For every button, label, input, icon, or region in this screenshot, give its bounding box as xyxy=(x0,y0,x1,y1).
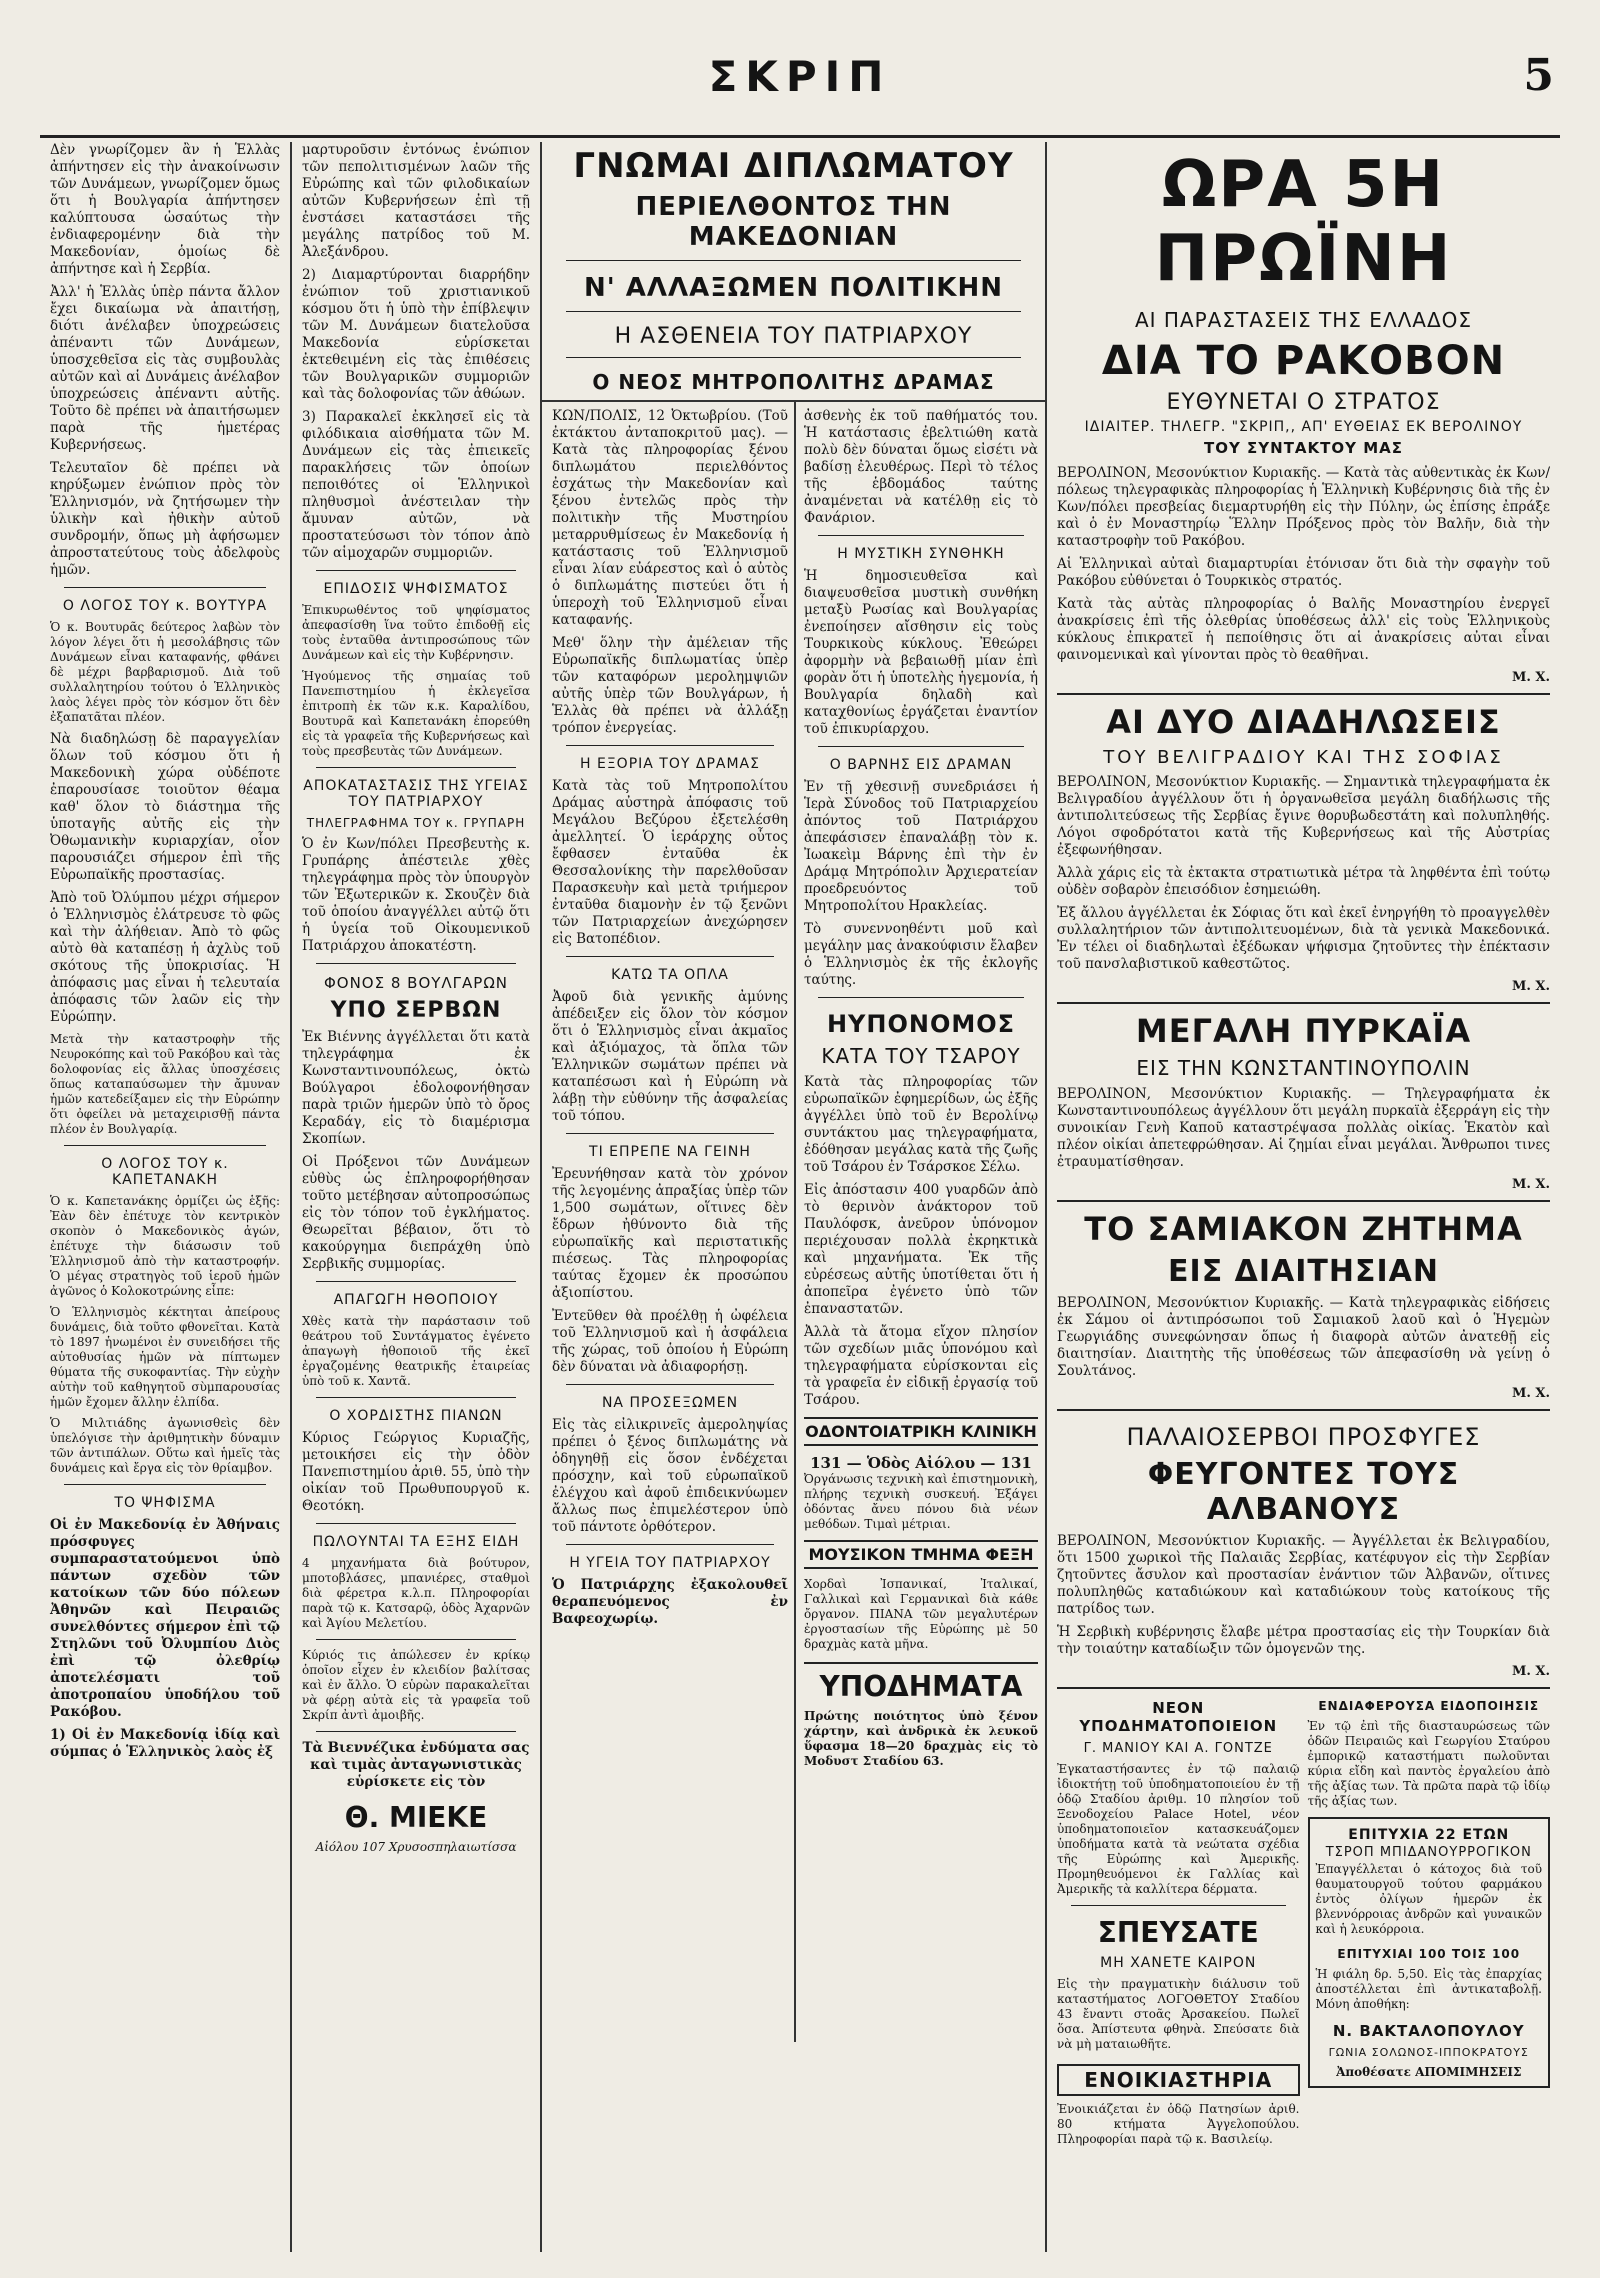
section-heading: ΑΠΑΓΩΓΗ ΗΘΟΠΟΙΟΥ xyxy=(333,1292,499,1308)
column-1 xyxy=(40,142,290,2252)
divider xyxy=(64,587,266,588)
headline-3: Ν' ΑΛΛΑΞΩΜΕΝ ΠΟΛΙΤΙΚΗΝ xyxy=(584,273,1003,303)
col4-paragraph: ΒΕΡΟΛΙΝΟΝ, Μεσονύκτιον Κυριακῆς. — Κατὰ τὰς αὐθεντικὰς ἐκ Κων/πόλεως τηλεγραφικὰς πληροφορίας ἡ Ἑλληνικὴ Κυβέρνησις διὰ τῆς ἐν Κων/πόλει πρεσβείας διεμαρτυρήθη εἰς τὴν Πύλην, ὡς ἐπίσης ἐπράξε καὶ ὁ ἐν Μοναστηρίῳ Ἕλλην Πρόξενος πρὸς τὸν Βαλῆν, διὰ τὴν καταστροφὴν τοῦ Ρακόβου. xyxy=(1057,465,1550,549)
section-subheading: ΕΙΣ ΤΗΝ ΚΩΝΣΤΑΝΤΙΝΟΥΠΟΛΙΝ xyxy=(1136,1056,1471,1080)
signature: Μ. Χ. xyxy=(1511,979,1550,994)
ads-row xyxy=(1057,1697,1550,2153)
col2-paragraph: 2) Διαμαρτύρονται διαρρήδην ἐνώπιον τοῦ χριστιανικοῦ κόσμου ὅτι ἡ ὑπὸ τὴν ἐπίβλεψιν τῶν Μ. Δυνάμεων διατελοῦσα Μακεδονία εὑρίσκεται ἐκτεθειμένη εἰς τὰς ἐπιθέσεις τῶν Βουλγαρικῶν συμμοριῶν καὶ τὰς δολοφονίας τῶν ἀθώων. xyxy=(302,267,530,402)
col4-paragraph: ΒΕΡΟΛΙΝΟΝ, Μεσονύκτιον Κυριακῆς. — Ἀγγέλλεται ἐκ Βελιγραδίου, ὅτι 1500 χωρικοὶ τῆς Παλαιᾶς Σερβίας, κατέφυγον εἰς τὴν Σερβίαν ζητοῦντες ἄσυλον καὶ προστασίαν ἐνάντιον τῶν Ἀλβανῶν, οἵτινες πολυπληθῶς καταδιώκουν καὶ καταδιώκουν τοὺς κατοίκους τῆς πατρίδος των. xyxy=(1057,1533,1550,1617)
col2-paragraph: Ἡγούμενος τῆς σημαίας τοῦ Πανεπιστημίου ἡ ἐκλεγεῖσα ἐπιτροπὴ ἐκ τῶν κ.κ. Καραλίδου, Βουτυρᾶ καὶ Καπετανάκη ἐπορεύθη εἰς τὰ γραφεῖα τῆς Κυβερνήσεως καὶ τοὺς πρεσβευτὰς τῶν Δυνάμεων. xyxy=(302,669,530,758)
section-heading: ΑΠΟΚΑΤΑΣΤΑΣΙΣ ΤΗΣ ΥΓΕΙΑΣ ΤΟΥ ΠΑΤΡΙΑΡΧΟΥ xyxy=(303,778,529,810)
column-3a xyxy=(542,402,794,2042)
headline-4: Η ΑΣΘΕΝΕΙΑ ΤΟΥ ΠΑΤΡΙΑΡΧΟΥ xyxy=(614,324,973,349)
col2-paragraph: Ἐκ Βιέννης ἀγγέλλεται ὅτι κατὰ τηλεγράφημα ἐκ Κωνσταντινουπόλεως, ὀκτὼ Βούλγαροι ἐδολοφονήθησαν παρὰ τριῶν ἡμερῶν ὑπὸ τὸ ὄρος Κεραδάγ, εἰς τὸ διαμέρισμα Σκοπίων. xyxy=(302,1029,530,1147)
signature: Μ. Χ. xyxy=(1511,1177,1550,1192)
col1-paragraph: Ἀλλ' ἡ Ἑλλὰς ὑπὲρ πάντα ἄλλον ἔχει δικαίωμα νὰ ἀπαιτήσῃ, διότι ἀνέλαβεν ὑποχρεώσεις ἀπέναντι τῶν Δυνάμεων, ὑποσχεθεῖσα εἰς τὰς συμβουλὰς αὐτῶν καὶ αἱ Δυνάμεις ἀνέλαβον ὑποχρεώσεις ἀπέναντι αὐτῆς. Τοῦτο δὲ πρέπει νὰ ἀπαιτήσωμεν παρὰ τῆς ἡμετέρας Κυβερνήσεως. xyxy=(50,284,280,453)
section-heading: Η ΕΞΟΡΙΑ ΤΟΥ ΔΡΑΜΑΣ xyxy=(580,756,760,772)
section-heading: ΜΕΓΑΛΗ ΠΥΡΚΑΪΑ xyxy=(1135,1012,1472,1050)
section-heading: Ο ΧΟΡΔΙΣΤΗΣ ΠΙΑΝΩΝ xyxy=(329,1408,503,1424)
section-heading: Η ΜΥΣΤΙΚΗ ΣΥΝΘΗΚΗ xyxy=(837,546,1005,562)
divider xyxy=(818,997,1024,998)
headline: ΩΡΑ 5Η ΠΡΩΪΝΗ xyxy=(1154,148,1453,296)
col2-paragraph: Κύριός τις ἀπώλεσεν ἐν κρίκῳ ὁποῖον εἶχεν ἐν κλειδίον βαλίτσας καὶ ἐν ἄλλο. Ὁ εὑρὼν παρακαλεῖται νὰ φέρῃ αὐτὰ εἰς τὰ γραφεῖα τοῦ Σκρίπ ἀντὶ ἀμοιβῆς. xyxy=(302,1648,530,1722)
col4-paragraph: Ἀλλὰ χάρις εἰς τὰ ἐκτακτα στρατιωτικὰ μέτρα τὰ ληφθέντα ἐπὶ τούτῳ οὐδὲν σοβαρὸν ἐπεισόδιον ἐσημειώθη. xyxy=(1057,865,1550,898)
divider xyxy=(316,767,516,768)
col3-paragraph: Ἀλλὰ τὰ ἄτομα εἴχον πλησίον τῶν σχεδίων μιᾶς ὑπονόμου καὶ τηλεγραφήματα εὑρίσκονται εἰς τὰ γραφεῖα ἐν εἰδικῇ ἐργασίᾳ τοῦ Τσάρου. xyxy=(804,1324,1038,1408)
col1-paragraph: 1) Οἱ ἐν Μακεδονίᾳ ἰδίᾳ καὶ σύμπας ὁ Ἑλληνικὸς λαὸς ἐξ xyxy=(50,1727,280,1760)
divider xyxy=(566,1544,774,1545)
ad-left-column xyxy=(1057,1697,1300,2153)
ad-box xyxy=(1308,1817,1551,2088)
col3-paragraph: ΚΩΝ/ΠΟΛΙΣ, 12 Ὀκτωβρίου. (Τοῦ ἐκτάκτου ἀνταποκριτοῦ μας). — Κατὰ τὰς πληροφορίας ξένου διπλωμάτου περιελθόντος ἐσχάτως τὴν Μακεδονίαν καὶ ξένου ἐντελῶς πρὸς τὴν πολιτικὴν τῆς Μυστηρίου μεταρρυθμίσεως ἐν Μακεδονίᾳ ἡ κατάστασις τοῦ Ἑλληνισμοῦ εἶναι λίαν εὐάρεστος καὶ ὁ αὐτὸς ὁ διπλωμάτης πιστεύει ὅτι ἡ ὑπεροχὴ τοῦ Ἑλληνισμοῦ εἶναι καταφανής. xyxy=(552,408,788,628)
section-heading: ΠΩΛΟΥΝΤΑΙ ΤΑ ΕΞΗΣ ΕΙΔΗ xyxy=(312,1534,520,1550)
col1-paragraph: Οἱ ἐν Μακεδονίᾳ ἐν Ἀθήναις πρόσφυγες συμπαραστατούμενοι ὑπὸ πάντων σχεδὸν τῶν κατοίκων τῶν δύο πόλεων Ἀθηνῶν καὶ Πειραιῶς συνελθόντες σήμερον ἐπὶ τῷ Στηλῶνι τοῦ Ὀλυμπίου Διὸς ἐπὶ τῷ ὀλεθρίῳ ἀποτελέσματι τοῦ ἀποτροπαίου ὑποδήλου τοῦ Ρακόβου. xyxy=(50,1517,280,1720)
col3-subcolumns xyxy=(542,400,1045,2082)
section-heading: Ο ΒΑΡΝΗΣ ΕΙΣ ΔΡΑΜΑΝ xyxy=(829,757,1013,773)
col1-paragraph: Ἀπὸ τοῦ Ὀλύμπου μέχρι σήμερον ὁ Ἑλληνισμὸς ἐλάτρευσε τὸ φῶς καὶ τὴν ἀλήθειαν. Ἀπὸ τὸ φῶς αὐτὸ θὰ καταπέσῃ ἡ ἀχλὺς τοῦ σκότους τῆς ὑποκρισίας. Ἡ ἀπόφασις μας εἶναι ἡ τελευταία ἀπόφασις τῶν λαῶν εἰς τὴν Εὐρώπην. xyxy=(50,890,280,1025)
headline-5: ΙΔΙΑΙΤΕΡ. ΤΗΛΕΓΡ. "ΣΚΡΙΠ,, ΑΠ' ΕΥΘΕΙΑΣ ΕΚ ΒΕΡΟΛΙΝΟΥ xyxy=(1084,419,1523,435)
col1-paragraph: Νὰ διαδηλώσῃ δὲ παραγγελίαν ὅλων τοῦ κόσμου ὅτι ἡ Μακεδονικὴ χώρα οὐδέποτε ἐπαρουσίασε τοιοῦτον θέαμα καθ' ὅλον τὸ διάστημα τῆς ὑποταγῆς αὐτῆς εἰς τὴν Ὀθωμανικὴν κυριαρχίαν, οἷον παρουσιάζει σήμερον ἐπὶ τῆς Εὐρωπαϊκῆς προστασίας. xyxy=(50,731,280,883)
ad-text: Χορδαὶ Ἰσπανικαί, Ἰταλικαί, Γαλλικαὶ καὶ Γερμανικαὶ διὰ κάθε ὄργανον. ΠΙΑΝΑ τῶν μεγαλυτέρων ἐργοστασίων τῆς Εὐρώπης μὲ 50 δραχμὰς κατὰ μῆνα. xyxy=(804,1577,1038,1651)
divider xyxy=(1071,1905,1286,1906)
col4-paragraph: Κατὰ τὰς αὐτὰς πληροφορίας ὁ Βαλῆς Μοναστηρίου ἐνεργεῖ ἀνακρίσεις ἐπὶ τῆς ὀλεθρίας ὑποθέσεως ἀλλ' εἰς τοὺς Ἑλληνικοὺς κύκλους ἐπικρατεῖ ἡ πεποίθησις ὅτι αἱ ἀνακρίσεις αὐται εἶναι φαινομενικαὶ καὶ γίνονται πρὸς τὸ θεαθῆναι. xyxy=(1057,596,1550,663)
col4-paragraph: Ἡ Σερβικὴ κυβέρνησις ἔλαβε μέτρα προστασίας εἰς τὴν Τουρκίαν διὰ τὴν τοιαύτην καταδίωξιν τῶν ὁμογενῶν της. xyxy=(1057,1624,1550,1657)
ad-subtitle: ΓΩΝΙΑ ΣΟΛΩΝΟΣ-ΙΠΠΟΚΡΑΤΟΥΣ xyxy=(1328,2046,1529,2059)
col3-paragraph: Ἐν τῇ χθεσινῇ συνεδριάσει ἡ Ἱερὰ Σύνοδος τοῦ Πατριαρχείου ἀπόντος τοῦ Πατριάρχου ἀπεφάσισεν ἐπαναλάβῃ τὸν κ. Ἰωακεὶμ Βάρνης ἐπὶ τὴν ἐν Δράμᾳ Μητρόπολιν Ἀρχιερατείαν προεδρευόντος τοῦ Μητροπολίτου Ηρακλείας. xyxy=(804,779,1038,914)
headline-2: ΑΙ ΠΑΡΑΣΤΑΣΕΙΣ ΤΗΣ ΕΛΛΑΔΟΣ xyxy=(1134,308,1473,332)
divider xyxy=(566,956,774,957)
col4-paragraph: ΒΕΡΟΛΙΝΟΝ, Μεσονύκτιον Κυριακῆς. — Σημαντικὰ τηλεγραφήματα ἐκ Βελιγραδίου ἀγγέλλουν ὅτι ἡ ὀργανωθεῖσα μεγάλη διαδήλωσις τῆς ἀντιπολιτεύσεως τῆς Σερβίας ἔγινε θορυβωδεστάτη καὶ πολυπληθής. Λόγοι σφοδρότατοι κατὰ τῆς Κυβερνήσεως καὶ τῆς Αὐστρίας ἐξεφωνήθησαν. xyxy=(1057,774,1550,858)
section-heading: ΦΟΝΟΣ 8 ΒΟΥΛΓΑΡΩΝ xyxy=(323,974,509,992)
col1-paragraph: Δὲν γνωρίζομεν ἂν ἡ Ἑλλὰς ἀπήντησεν εἰς τὴν ἀνακοίνωσιν τῶν Δυνάμεων, γνωρίζομεν ὅμως ὅτι ἡ Βουλγαρία ἀπήντησεν καλύπτουσα ὡσαύτως τὴν ἐνδιαφερομένην διὰ τὴν Μακεδονίαν, ὁμοίως δὲ ἀπήντησε καὶ ἡ Σερβία. xyxy=(50,142,280,277)
col3-paragraph: Εἰς τὰς εἰλικρινεῖς ἀμεροληψίας πρέπει ὁ ξένος διπλωμάτης νὰ ὁδηγηθῇ εἰς ὅσον ἐνδέχεται πρόσχην, καὶ τοῦ εὐρωπαϊκοῦ ἐλέγχου καὶ ἀφοῦ ἐπιδεικνύωμεν ἄλλως πως ἐπιμελέστερον ὑπὸ τοῦ πάντοτε ὀρθότερον. xyxy=(552,1417,788,1535)
col2-paragraph: Ἐπικυρωθέντος τοῦ ψηφίσματος ἀπεφασίσθη ἵνα τοῦτο ἐπιδοθῇ εἰς τοὺς ἐνταῦθα ἀντιπροσώπους τῶν Δυνάμεων καὶ εἰς τὴν Κυβέρνησιν. xyxy=(302,603,530,662)
divider xyxy=(316,1281,516,1282)
signature: Μ. Χ. xyxy=(1511,670,1550,685)
col4-paragraph: ΒΕΡΟΛΙΝΟΝ, Μεσονύκτιον Κυριακῆς. — Κατὰ τηλεγραφικὰς εἰδήσεις ἐκ Σάμου οἱ ἀντιπρόσωποι τοῦ Σαμιακοῦ λαοῦ καὶ ὁ Ἡγεμὼν Γεωργιάδης συνεφώνησαν ὅπως ἡ διαφορὰ αὐτῶν ἀνατεθῇ εἰς διαιτησίαν. Διαιτητὴς τῆς ὑποθέσεως τῶν ἀπεφασίσθη νὰ γείνῃ ὁ Σουλτάνος. xyxy=(1057,1295,1550,1379)
col3-paragraph: Μεθ' ὅλην τὴν ἀμέλειαν τῆς Εὐρωπαϊκῆς διπλωματίας ὑπὲρ τῶν καταφόρων μερολημψιῶν αὐτῆς ὑπὲρ τῶν Βουλγάρων, ἡ Ἑλλὰς θὰ πρέπει νὰ ἀλλάξῃ τρόπον ἐνεργείας. xyxy=(552,635,788,736)
col2-paragraph: Οἱ Πρόξενοι τῶν Δυνάμεων εὐθὺς ὡς ἐπληροφορήθησαν τοῦτο μετέβησαν αὐτοπροσώπως εἰς τὸν τόπον τοῦ ἐγκλήματος. Θεωρεῖται βέβαιον, ὅτι τὸ κακούργημα διεπράχθη ὑπὸ Σερβικῆς συμμορίας. xyxy=(302,1154,530,1272)
ad-text: Ἡ φιάλη δρ. 5,50. Εἰς τὰς ἐπαρχίας ἀποστέλλεται ἐπὶ ἀντικαταβολῇ. Μόνη ἀποθήκη: xyxy=(1315,1967,1542,2011)
headline-3: ΔΙΑ ΤΟ ΡΑΚΟΒΟΝ xyxy=(1101,338,1506,384)
ad-text: Ἐπαγγέλλεται ὁ κάτοχος διὰ τοῦ θαυματουργοῦ τούτου φαρμάκου ἐντὸς ὀλίγων ἡμερῶν ἐκ βλεννόρροιας ἀνδρῶν καὶ γυναικῶν καὶ ἡ λευκόρροια. xyxy=(1315,1862,1542,1936)
ad-text: Πρώτης ποιότητος ὑπὸ ξένον χάρτην, καὶ ἀνδρικὰ ἐκ λευκοῦ ὕφασμα 18—20 δραχμὰς εἰς τὸ Μοδυστ Σταδίου 63. xyxy=(804,1709,1038,1768)
col3-paragraph: Ἡ δημοσιευθεῖσα καὶ διαψευσθεῖσα μυστικὴ συνθήκη μεταξὺ Ρωσίας καὶ Βουλγαρίας ἐνεποίησεν αἴσθησιν εἰς τοὺς Τουρκικοὺς κύκλους. Ἐθεώρει ἀφορμὴν νὰ βεβαιωθῇ μίαν ἐπὶ φορὰν ὅτι ἡ ὑποτελὴς ἡγεμονία, ἡ Βουλγαρία δηλαδὴ καὶ καταχθονίως ἐργάζεται ἐναντίον τοῦ ἐπικυρίαρχου. xyxy=(804,568,1038,737)
ad-title: ΣΠΕΥΣΑΤΕ xyxy=(1097,1916,1259,1949)
divider xyxy=(316,1523,516,1524)
section-heading: ΕΠΙΔΟΣΙΣ ΨΗΦΙΣΜΑΤΟΣ xyxy=(323,581,509,597)
ad-text: Ἐνοικιάζεται ἐν ὁδῷ Πατησίων ἀριθ. 80 κτήματα Ἀγγελοπούλου. Πληροφορίαι παρὰ τῷ κ. Βασιλείῳ. xyxy=(1057,2102,1300,2146)
col2-paragraph: Χθὲς κατὰ τὴν παράστασιν τοῦ θεάτρου τοῦ Συντάγματος ἐγένετο ἀπαγωγὴ ἠθοποιοῦ τῆς ἐκεῖ ἐργαζομένης θεατρικῆς ἑταιρείας ὑπὸ τοῦ κ. Χαντᾶ. xyxy=(302,1314,530,1388)
section-subheading: ΤΗΛΕΓΡΑΦΗΜΑ ΤΟΥ κ. ΓΡΥΠΑΡΗ xyxy=(306,816,526,830)
col3-paragraph: Τὸ συνεννοηθέντι μοῦ καὶ μεγάλην μας ἀνακούφισιν ἔλαβεν ὁ Ἑλληνισμὸς ἐκ τῆς ἐκλογῆς ταύτης. xyxy=(804,921,1038,988)
page-number: 5 xyxy=(1523,50,1554,101)
divider xyxy=(566,1384,774,1385)
section-heading: Η ΥΓΕΙΑ ΤΟΥ ΠΑΤΡΙΑΡΧΟΥ xyxy=(569,1555,771,1571)
ad-name: Θ. ΜΙΕΚΕ xyxy=(344,1801,488,1834)
ad-title: Ν. ΒΑΚΤΑΛΟΠΟΥΛΟΥ xyxy=(1332,2022,1525,2040)
divider xyxy=(566,357,1021,358)
headline-2: ΠΕΡΙΕΛΘΟΝΤΟΣ ΤΗΝ ΜΑΚΕΔΟΝΙΑΝ xyxy=(635,192,952,252)
headline-4: ΕΥΘΥΝΕΤΑΙ Ο ΣΤΡΑΤΟΣ xyxy=(1166,390,1441,415)
headline: ΓΝΩΜΑΙ ΔΙΠΛΩΜΑΤΟΥ xyxy=(573,146,1014,186)
col3-paragraph: Ἐντεῦθεν θὰ προέλθῃ ἡ ὠφέλεια τοῦ Ἑλληνισμοῦ καὶ ἡ ἀσφάλεια τῆς χώρας, τοῦ ὁποίου ἡ Εὐρώπη δὲν δύναται νὰ ἀδιαφορήσῃ. xyxy=(552,1308,788,1375)
ad-text: Ἐγκαταστήσαντες ἐν τῷ παλαιῷ ἰδιοκτήτῃ τοῦ ὑποδηματοποιείου ἐν τῇ ὁδῷ Σταδίου ἀριθμ. 10 πλησίον τοῦ Ξενοδοχείου Palace Hotel, νέον ὑποδηματοποιεῖον κατασκευάζομεν ὑποδήματα κατὰ τὰ νεώτατα σχέδια τῆς Εὐρώπης καὶ Ἀμερικῆς. Προμηθευόμενοι ἐκ Γαλλίας καὶ Ἀμερικῆς τὰ καλλίτερα δέρματα. xyxy=(1057,1762,1300,1896)
section-heading: ΑΙ ΔΥΟ ΔΙΑΔΗΛΩΣΕΙΣ xyxy=(1106,703,1501,741)
column-3b xyxy=(794,402,1045,2042)
column-2 xyxy=(290,142,540,2252)
masthead xyxy=(40,40,1560,138)
section-heading: ΗΥΠΟΝΟΜΟΣ xyxy=(826,1010,1016,1038)
section-heading: Ο ΛΟΓΟΣ ΤΟΥ κ. ΒΟΥΤΥΡΑ xyxy=(62,598,268,614)
ad-address: Αἰόλου 107 Χρυσοσπηλαιωτίσσα xyxy=(315,1840,517,1854)
ad-title: ΕΝΟΙΚΙΑΣΤΗΡΙΑ xyxy=(1057,2064,1300,2096)
section-heading: ΤΟ ΣΑΜΙΑΚΟΝ ΖΗΤΗΜΑ xyxy=(1084,1210,1523,1248)
col2-paragraph: Τὰ Βιεννέζικα ἐνδύματα σας καὶ τιμὰς ἀνταγωνιστικὰς εὑρίσκετε εἰς τὸν xyxy=(302,1740,530,1790)
divider xyxy=(566,260,1021,261)
ad-title: ΝΕΟΝ ΥΠΟΔΗΜΑΤΟΠΟΙΕΙΟΝ xyxy=(1079,1699,1278,1735)
section-heading: ΝΑ ΠΡΟΣΕΞΩΜΕΝ xyxy=(601,1395,739,1411)
section-subheading: ΚΑΤΑ ΤΟΥ ΤΣΑΡΟΥ xyxy=(821,1044,1021,1068)
col3-headline-block xyxy=(542,146,1045,394)
section-heading: Ο ΛΟΓΟΣ ΤΟΥ κ. ΚΑΠΕΤΑΝΑΚΗ xyxy=(101,1156,229,1188)
divider xyxy=(316,570,516,571)
ad-right-column xyxy=(1308,1697,1551,2153)
col1-paragraph: Ὁ κ. Καπετανάκης ὁρμίζει ὡς ἑξῆς: Ἐὰν δὲν ἐπέτυχε τὸν κεντρικὸν σκοπὸν ὁ Μακεδονικὸς ἀγών, ἐπέτυχε τὴν διάσωσιν τοῦ Ἑλληνισμοῦ ἀπὸ τὴν καταστροφήν. Ὁ μέγας στρατηγὸς τοῦ ἱεροῦ ἡμῶν ἀγῶνος ὁ Κολοκοτρώνης εἶπε: xyxy=(50,1194,280,1298)
signature: Μ. Χ. xyxy=(1511,1664,1550,1679)
col1-paragraph: Ὁ Μιλτιάδης ἀγωνισθεὶς δὲν ὑπελόγισε τὴν ἀριθμητικὴν δύναμιν τῶν ἀντιπάλων. Οὕτω καὶ ἡμεῖς τὰς δυνάμεις καὶ ἔργα εἰς τὸν θρίαμβον. xyxy=(50,1416,280,1475)
ad-line: 131 — Ὁδὸς Αἰόλου — 131 xyxy=(810,1454,1032,1472)
col2-paragraph: 3) Παρακαλεῖ ἐκκλησεῖ εἰς τὰ φιλόδικαια αἰσθήματα τῶν Μ. Δυνάμεων εἰς τὰς ἐπιεικεῖς παρακλήσεις τῶν ὁποίων πεποιθότες οἱ Ἑλληνικοὶ πληθυσμοὶ ἀνέστειλαν τὴν ἄμυναν αὐτῶν, νὰ προστατεύσωσι τὸν τόπον ἀπὸ τῶν αἱμοχαρῶν συμμοριῶν. xyxy=(302,409,530,561)
section-heading: ΠΑΛΑΙΟΣΕΡΒΟΙ ΠΡΟΣΦΥΓΕΣ xyxy=(1126,1423,1481,1451)
ad-text: Εἰς τὴν πραγματικὴν διάλυσιν τοῦ καταστήματος ΛΟΓΟΘΕΤΟΥ Σταδίου 43 ἔναντι στοᾶς Ἀρσακείου. Πωλεῖ ὅσα. Ἀπίστευτα φθηνὰ. Σπεύσατε διὰ νὰ μὴ ματαιωθῆτε. xyxy=(1057,1977,1300,2051)
divider xyxy=(566,311,1021,312)
col2-paragraph: Ὁ ἐν Κων/πόλει Πρεσβευτὴς κ. Γρυπάρης ἀπέστειλε χθὲς τηλεγράφημα πρὸς τὸν ὑπουργὸν τῶν Ἐξωτερικῶν κ. Σκουζὲν διὰ τοῦ ὁποίου ἀναγγέλλει αὐτῷ ὅτι ἡ ὑγεία τοῦ Οἰκουμενικοῦ Πατριάρχου ἀποκατέστη. xyxy=(302,836,530,954)
col3-paragraph: Εἰς ἀπόστασιν 400 γυαρδῶν ἀπὸ τὸ θερινὸν ἀνάκτορον τοῦ Παυλόφσκ, ἀνεῦρον ὑπόνομον περιέχουσαν πολλὰ ἐκρηκτικὰ καὶ μηχανήματα. Ἐκ τῆς εὐρέσεως αὐτῆς ὑποτίθεται ὅτι ἡ ἀποπεῖρα ἐγένετο ὑπὸ τῶν ἐπαναστατῶν. xyxy=(804,1182,1038,1317)
column-3 xyxy=(540,142,1045,2252)
section-heading: ΚΑΤΩ ΤΑ ΟΠΛΑ xyxy=(611,967,729,983)
col2-paragraph: μαρτυροῦσιν ἐντόνως ἐνώπιον τῶν πεπολιτισμένων λαῶν τῆς Εὐρώπης καὶ τῶν φιλοδικαίων αὐτῶν Κυβερνήσεων ἐπὶ τῇ ἐνστάσει καταστάσει τῆς μεγάλης πατρίδος τοῦ Μ. Ἀλεξάνδρου. xyxy=(302,142,530,260)
ad-subtitle: Γ. ΜΑΝΙΟΥ ΚΑΙ Α. ΓΟΝΤΖΕ xyxy=(1083,1741,1273,1756)
ad-text: Ὀργάνωσις τεχνικὴ καὶ ἐπιστημονικὴ, πλήρης τεχνικὴ συσκευή. Ἐξάγει ὀδόντας ἄνευ πόνου διὰ νέων μεθόδων. Τιμαὶ μέτριαι. xyxy=(804,1472,1039,1531)
col3-paragraph: Κατὰ τὰς πληροφορίας τῶν εὐρωπαϊκῶν ἐφημερίδων, ὡς ἐξῆς ἀγγέλλει ὑπὸ τοῦ ἐν Βερολίνῳ συντάκτου μας τηλεγραφήματα, ἐδόθησαν μεγάλας κατὰ τῆς ζωῆς τοῦ Τσάρου ἐν Τσάρσκοε Σέλω. xyxy=(804,1074,1038,1175)
col4-paragraph: ΒΕΡΟΛΙΝΟΝ, Μεσονύκτιον Κυριακῆς. — Τηλεγραφήματα ἐκ Κωνσταντινουπόλεως ἀγγέλλουν ὅτι μεγάλη πυρκαϊὰ ἐξερράγη εἰς τὴν συνοικίαν Γενὴ Καποῦ καταστρέψασα πολλὰς οἰκίας. Ἑκατὸν καὶ πλέον οἰκίαι ἀπετεφρώθησαν. Αἱ ζημίαι εἶναι μεγάλαι. Ἄνθρωποι τινες ἐτραυματίσθησαν. xyxy=(1057,1086,1550,1170)
section-subheading: ΥΠΟ ΣΕΡΒΩΝ xyxy=(330,998,502,1023)
col1-paragraph: Μετὰ τὴν καταστροφὴν τῆς Νευροκόπης καὶ τοῦ Ρακόβου καὶ τὰς δολοφονίας εἰς ἄλλας ὑποσχέσεις ὅπως καταπαύσωμεν τὴν ἄμυναν ἡμῶν κατεδείξαμεν εἰς τὴν Εὐρώπην ὅτι ὀφείλει νὰ μεταχειρισθῇ πάντα πλέον ἐν Βουλγαρίᾳ. xyxy=(50,1032,280,1136)
divider xyxy=(1057,1409,1550,1411)
section-subheading: ΦΕΥΓΟΝΤΕΣ ΤΟΥΣ ΑΛΒΑΝΟΥΣ xyxy=(1147,1457,1460,1527)
headline-5: Ο ΝΕΟΣ ΜΗΤΡΟΠΟΛΙΤΗΣ ΔΡΑΜΑΣ xyxy=(592,370,995,394)
divider xyxy=(1057,1002,1550,1004)
col3-paragraph: Κατὰ τὰς τοῦ Μητροπολίτου Δράμας αὐστηρὰ ἀπόφασις τοῦ Μεγάλου Βεζύρου ἐξετελέσθη ἀμελλητεί. Ὁ ἱεράρχης οὗτος ἔφθασεν ἐνταῦθα ἐκ Θεσσαλονίκης τὴν παρελθοῦσαν Παρασκευὴν καὶ μετὰ τριήμερον ἐνταῦθα διαμονὴν ἐν τῷ ξενῶνι τῶν Πατριαρχείων ἀνεχώρησεν εἰς Βατοπέδιον. xyxy=(552,778,788,947)
col1-paragraph: Ὁ Ἑλληνισμὸς κέκτηται ἀπείρους δυνάμεις, διὰ τοῦτο φθονεῖται. Κατὰ τὸ 1897 ἡνωμένοι ἐν συνειδήσει τῆς αὐτοθυσίας ἡμῶν νὰ πίπτωμεν θύματα τῆς συκοφαντίας. Τὴν εὐχὴν αὐτὴν τοῦ καθηγητοῦ σὺμπαρουσίας ἡμῶν ἔχομεν ἄλλην ἐλπίδα. xyxy=(50,1305,280,1409)
col1-paragraph: Ὁ κ. Βουτυρᾶς δεύτερος λαβὼν τὸν λόγον λέγει ὅτι ἡ μεσολάβησις τῶν Δυνάμεων εἶναι καταφανής, φθάνει δὲ μέχρι βαρβαρισμοῦ. Διὰ τοῦ συλλαλητηρίου τούτου ὁ Ἑλληνικὸς λαὸς λέγει πρὸς τὸν κόσμον ὅτι δὲν ἐξαπατᾶται πλέον. xyxy=(50,620,280,724)
divider xyxy=(566,1133,774,1134)
section-subheading: ΤΟΥ ΒΕΛΙΓΡΑΔΙΟΥ ΚΑΙ ΤΗΣ ΣΟΦΙΑΣ xyxy=(1103,747,1504,768)
divider xyxy=(64,1145,266,1146)
col2-paragraph: 4 μηχανήματα διὰ βούτυρον, μποτοβλάσες, μπανιέρες, σταθμοὶ διὰ φέρετρα κ.λ.π. Πληροφορίαι παρὰ τῷ κ. Κατσαρῷ, ὁδὸς Ἀχαρνῶν καὶ Ἁγίου Μελετίου. xyxy=(302,1556,530,1630)
divider xyxy=(1057,693,1550,695)
col4-paragraph: Ἐξ ἄλλου ἀγγέλλεται ἐκ Σόφιας ὅτι καὶ ἐκεῖ ἐνηργήθη τὸ προαγγελθὲν συλλαλητήριον τῶν ἀντιπολιτευομένων, διὰ τὰ γενικὰ Μακεδονικά. Ἐν τέλει οἱ διαδηλωταὶ ἐξέδωκαν ψήφισμα ζητοῦντες τὴν ἐπέκτασιν τοῦ πανσλαβιστικοῦ καθεστῶτος. xyxy=(1057,905,1550,972)
newspaper-title: ΣΚΡΙΠ xyxy=(708,52,892,101)
section-subheading: ΕΙΣ ΔΙΑΙΤΗΣΙΑΝ xyxy=(1168,1254,1439,1289)
divider xyxy=(818,535,1024,536)
ad-title: ΟΔΟΝΤΟΙΑΤΡΙΚΗ ΚΛΙΝΙΚΗ xyxy=(804,1417,1038,1446)
ad-title: ΜΟΥΣΙΚΟΝ ΤΜΗΜΑ ΦΕΞΗ xyxy=(804,1540,1038,1569)
divider xyxy=(64,1484,266,1485)
col1-paragraph: Τελευταῖον δὲ πρέπει νὰ κηρύξωμεν ἐνώπιον πρὸς τὸν Ἑλληνισμόν, νὰ ζητήσωμεν τὴν ὑλικὴν καὶ ἠθικὴν αὐτοῦ συνδρομήν, ὅπως μὴ ἀφήσωμεν ἀπροστατεύτους τοὺς ἀδελφοὺς ἡμῶν. xyxy=(50,460,280,578)
col3-paragraph: Ἀφοῦ διὰ γενικῆς ἀμύνης ἀπέδειξεν εἰς ὅλον τὸν κόσμον ὅτι ὁ Ἑλληνισμὸς εἶναι ἀκμαῖος καὶ ἀξιόμαχος, τὰ ὅπλα τῶν Ἑλληνικῶν σωμάτων πρέπει νὰ καταπέσωσι καὶ ἡ Εὐρώπη νὰ λάβῃ τὴν εὐθύνην τῆς ἀσφαλείας τοῦ τόπου. xyxy=(552,989,788,1124)
ad-tail: Ἀποθέσατε ΑΠΟΜΙΜΗΣΕΙΣ xyxy=(1336,2065,1522,2079)
ad-subtitle: ΤΣΡΟΠ ΜΠΙΔΑΝΟΥΡΡΟΓΙΚΟΝ xyxy=(1325,1845,1532,1860)
ad-title: ΕΝΔΙΑΦΕΡΟΥΣΑ ΕΙΔΟΠΟΙΗΣΙΣ xyxy=(1318,1699,1540,1713)
headline-6: ΤΟΥ ΣΥΝΤΑΚΤΟΥ ΜΑΣ xyxy=(1203,439,1404,457)
divider xyxy=(316,1397,516,1398)
col3-paragraph: ἀσθενὴς ἐκ τοῦ παθήματός του. Ἡ κατάστασις ἐβελτιώθη κατὰ πολὺ δὲν δύναται ὅμως εἰσέτι νὰ βαδίσῃ ἐλευθέρως. Περὶ τὸ τέλος τῆς ἑβδομάδος ταύτης ἀναμένεται νὰ κατέλθῃ εἰς τὸ Φανάριον. xyxy=(804,408,1038,526)
ad-title: ΕΠΙΤΥΧΙΑ 22 ΕΤΩΝ xyxy=(1348,1827,1510,1843)
divider xyxy=(1057,1200,1550,1202)
ad-title: ΥΠΟΔΗΜΑΤΑ xyxy=(804,1662,1038,1703)
col4-paragraph: Αἱ Ἑλληνικαὶ αὐταὶ διαμαρτυρίαι ἐτόνισαν ὅτι διὰ τὴν σφαγὴν τοῦ Ρακόβου εὐθύνεται ὁ Τουρκικὸς στρατός. xyxy=(1057,556,1550,589)
col2-paragraph: Κύριος Γεώργιος Κυριαζῆς, μετοικήσει εἰς τὴν ὁδὸν Πανεπιστημίου ἀριθ. 55, ὑπὸ τὴν οἰκίαν τοῦ Πρωθυπουργοῦ κ. Θεοτόκη. xyxy=(302,1430,530,1514)
ad-price: ΕΠΙΤΥΧΙΑΙ 100 ΤΟΙΣ 100 xyxy=(1337,1947,1521,1961)
section-heading: ΤΙ ΕΠΡΕΠΕ ΝΑ ΓΕΙΝΗ xyxy=(589,1144,751,1160)
signature: Μ. Χ. xyxy=(1511,1386,1550,1401)
column-4 xyxy=(1045,142,1560,2252)
divider xyxy=(316,1639,516,1640)
ad-subtitle: ΜΗ ΧΑΝΕΤΕ ΚΑΙΡΟΝ xyxy=(1100,1955,1257,1971)
divider xyxy=(1057,1687,1550,1689)
divider xyxy=(818,746,1024,747)
col3-paragraph: Ὁ Πατριάρχης ἐξακολουθεῖ θεραπευόμενος ἐν Βαφεοχωρίῳ. xyxy=(552,1577,788,1627)
section-heading: ΤΟ ΨΗΦΙΣΜΑ xyxy=(114,1495,216,1511)
divider xyxy=(316,1731,516,1732)
divider xyxy=(566,745,774,746)
ad-text: Ἐν τῷ ἐπὶ τῆς διασταυρώσεως τῶν ὁδῶν Πειραιῶς καὶ Γεωργίου Σταύρου ἐμπορικῷ καταστήματι πωλοῦνται κύρια εἴδη καὶ παντὸς ἐργαλείου ἀπὸ τῆς ἀξίας των. Τὰ πρῶτα παρὰ τῷ ἰδίῳ τῆς ἀξίας των. xyxy=(1307,1719,1550,1808)
col3-paragraph: Ἐρευνήθησαν κατὰ τὸν χρόνον τῆς λεγομένης ἀπραξίας ὑπὲρ τῶν 1,500 σωμάτων, οἵτινες δὲν ἔδρων ἠθύνοντο διὰ τῆς εὐρωπαϊκῆς καὶ περιστατικῆς πιέσεως. Τὰς πληροφορίας ταύτας ἔχομεν ἐκ προσώπου ἀξιοπίστου. xyxy=(552,1166,788,1301)
divider xyxy=(316,963,516,964)
